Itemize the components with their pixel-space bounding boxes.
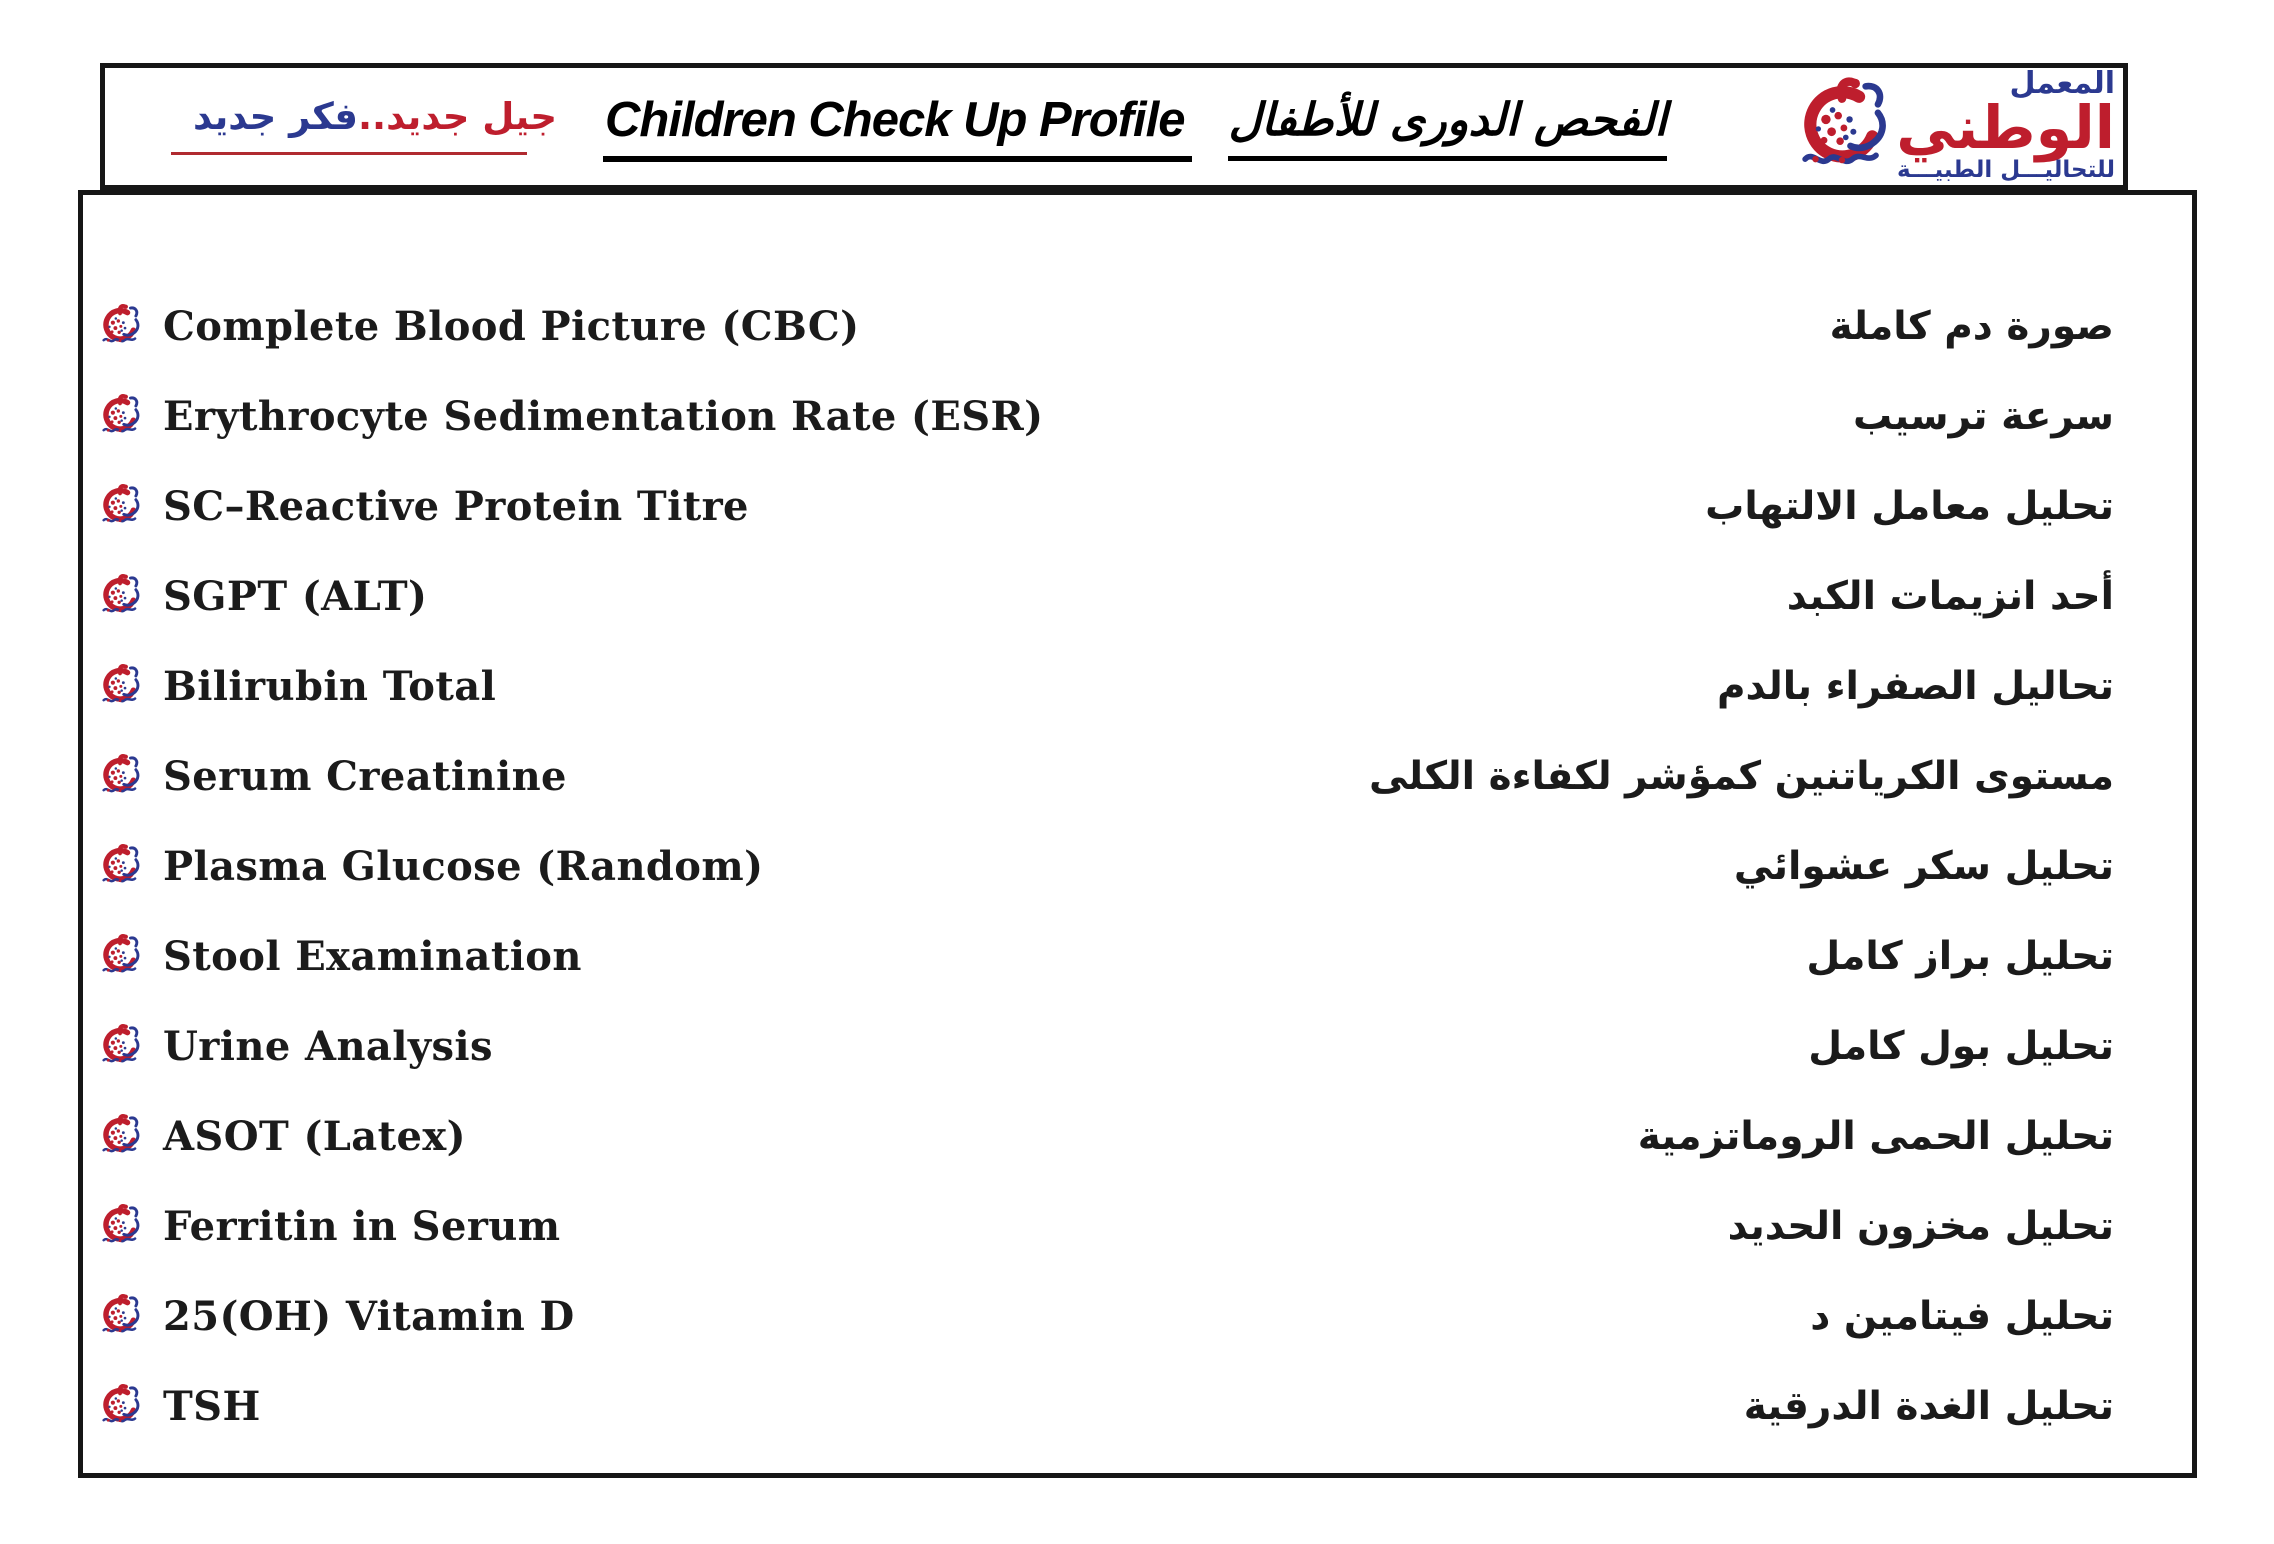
tagline-underline (171, 152, 527, 155)
test-row (97, 731, 2114, 821)
title-english: Children Check Up Profile (603, 92, 1192, 162)
lab-name-main: الوطني (1896, 93, 2115, 163)
tagline-text-red: جيل جديد.. (357, 95, 558, 138)
test-name-arabic: تحليل سكر عشوائي (1733, 843, 2114, 889)
test-name-arabic: أحد انزيمات الكبد (1786, 573, 2114, 619)
test-row (97, 281, 2114, 371)
tagline-text-blue: فكر جديد (193, 95, 358, 138)
lab-bullet-icon (97, 1383, 143, 1429)
lab-bullet-icon (97, 483, 143, 529)
test-row (97, 461, 2114, 551)
test-name-arabic: تحليل فيتامين د (1810, 1293, 2114, 1339)
test-name-arabic: تحليل بول كامل (1808, 1023, 2114, 1069)
test-row (97, 371, 2114, 461)
test-name-arabic: تحليل الغدة الدرقية (1743, 1383, 2114, 1429)
header (100, 63, 2128, 190)
test-name-english: Complete Blood Picture (CBC) (163, 302, 860, 350)
test-row (97, 1181, 2114, 1271)
lab-bullet-icon (97, 843, 143, 889)
test-name-english: SGPT (ALT) (163, 572, 428, 620)
test-row (97, 821, 2114, 911)
test-row (97, 1091, 2114, 1181)
test-name-arabic: تحليل براز كامل (1806, 933, 2114, 979)
lab-bullet-icon (97, 1113, 143, 1159)
test-name-english: Serum Creatinine (163, 752, 567, 800)
test-name-english: Plasma Glucose (Random) (163, 842, 764, 890)
test-name-english: SC–Reactive Protein Titre (163, 482, 749, 530)
test-name-english: Bilirubin Total (163, 662, 497, 710)
lab-bullet-icon (97, 933, 143, 979)
test-name-arabic: تحليل مخزون الحديد (1727, 1203, 2114, 1249)
lab-logo (1790, 66, 2119, 184)
test-name-arabic: تحاليل الصفراء بالدم (1716, 663, 2114, 709)
test-name-english: Erythrocyte Sedimentation Rate (ESR) (163, 392, 1044, 440)
lab-logo-text (1896, 66, 2115, 184)
lab-bullet-icon (97, 1203, 143, 1249)
tagline (193, 95, 558, 155)
lab-bullet-icon (97, 663, 143, 709)
lab-name-top: المعمل (2009, 66, 2115, 102)
test-row (97, 911, 2114, 1001)
test-row (97, 641, 2114, 731)
lab-bullet-icon (97, 573, 143, 619)
tests-list (78, 190, 2197, 1478)
test-name-english: 25(OH) Vitamin D (163, 1292, 575, 1340)
test-row (97, 551, 2114, 641)
test-name-english: TSH (163, 1382, 261, 1430)
test-row (97, 1001, 2114, 1091)
test-name-english: Ferritin in Serum (163, 1202, 561, 1250)
test-name-arabic: مستوى الكرياتنين كمؤشر لكفاءة الكلى (1368, 753, 2114, 799)
test-name-english: ASOT (Latex) (163, 1112, 466, 1160)
lab-bullet-icon (97, 753, 143, 799)
lab-bullet-icon (97, 393, 143, 439)
test-row (97, 1271, 2114, 1361)
lab-emblem-icon (1790, 75, 1894, 179)
lab-bullet-icon (97, 1293, 143, 1339)
test-row (97, 1361, 2114, 1451)
test-name-english: Stool Examination (163, 932, 582, 980)
lab-bullet-icon (97, 303, 143, 349)
test-name-arabic: تحليل الحمى الروماتزمية (1637, 1113, 2114, 1159)
lab-name-sub: للتحاليـــل الطبيـــة (1896, 157, 2115, 184)
test-name-arabic: صورة دم كاملة (1829, 303, 2114, 349)
test-name-arabic: تحليل معامل الالتهاب (1705, 483, 2114, 529)
test-name-arabic: سرعة ترسيب (1853, 393, 2114, 439)
tagline-text (193, 95, 558, 138)
lab-bullet-icon (97, 1023, 143, 1069)
test-name-english: Urine Analysis (163, 1022, 493, 1070)
title-arabic: الفحص الدورى للأطفال (1228, 93, 1667, 161)
